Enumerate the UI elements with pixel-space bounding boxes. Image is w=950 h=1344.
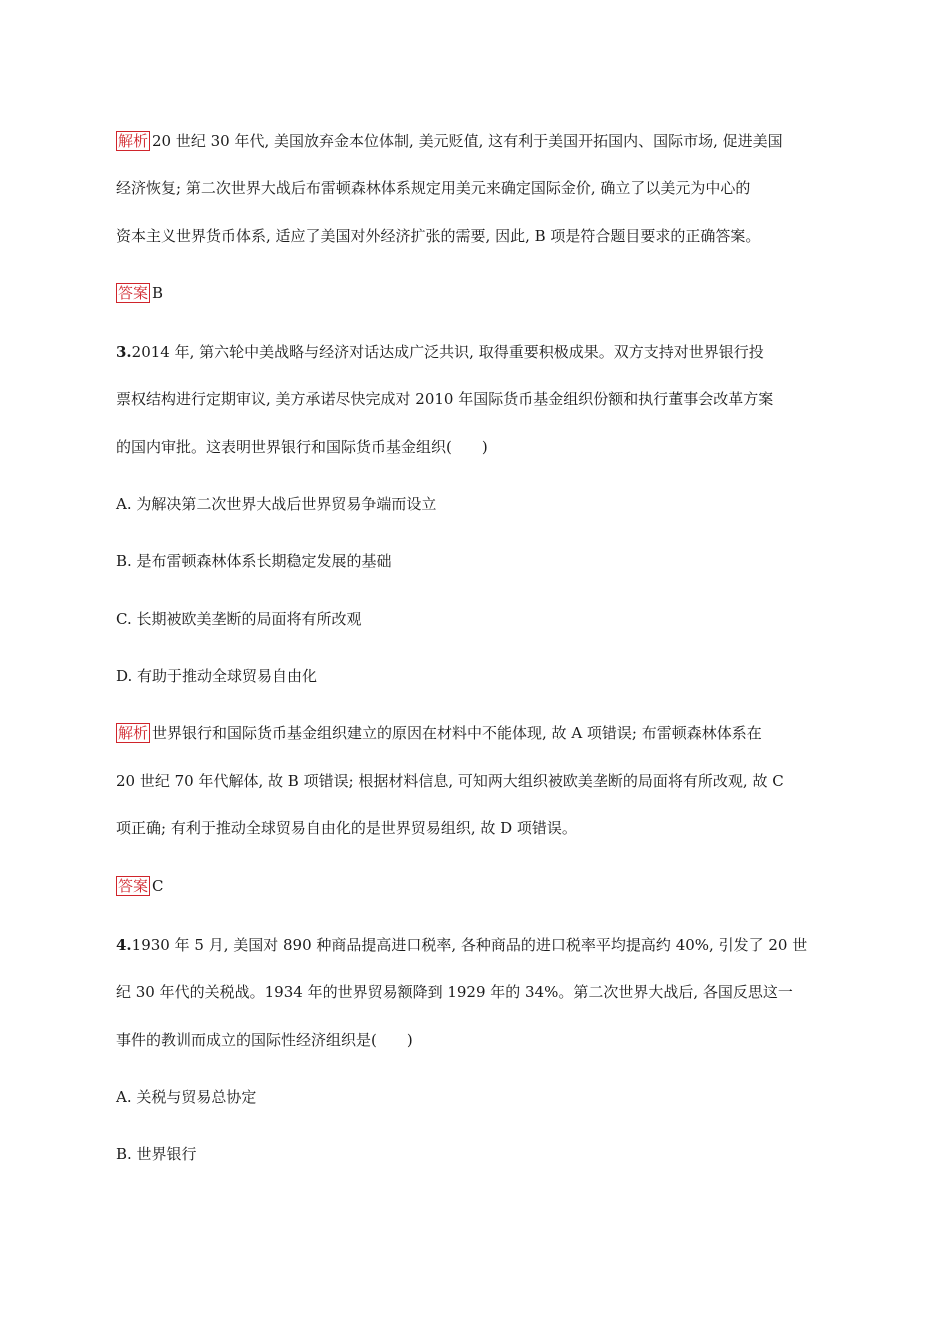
question-text: 1930 年 5 月, 美国对 890 种商品提高进口税率, 各种商品的进口税率平均提高约 40%, 引发了 20 世 [131, 936, 808, 954]
option-b: B. 是布雷顿森林体系长期稳定发展的基础 [116, 552, 392, 570]
option-b: B. 世界银行 [116, 1145, 197, 1163]
option-a: A. 关税与贸易总协定 [116, 1088, 257, 1106]
question-text: 2014 年, 第六轮中美战略与经济对话达成广泛共识, 取得重要积极成果。双方支持对世界银行投 [131, 343, 764, 361]
analysis-line: 经济恢复; 第二次世界大战后布雷顿森林体系规定用美元来确定国际金价, 确立了以美元为中心的 [116, 179, 751, 197]
question-3-stem [116, 342, 764, 362]
question-3-stem-line: 票权结构进行定期审议, 美方承诺尽快完成对 2010 年国际货币基金组织份额和执行董事会改革方案 [116, 390, 774, 408]
analysis-line [116, 723, 762, 743]
analysis-line: 资本主义世界货币体系, 适应了美国对外经济扩张的需要, 因此, B 项是符合题目要求的正确答案。 [116, 227, 761, 245]
answer-value: C [152, 877, 164, 895]
answer-tag: 答案 [118, 877, 149, 895]
option-a: A. 为解决第二次世界大战后世界贸易争端而设立 [116, 495, 437, 513]
question-4-stem-line: 事件的教训而成立的国际性经济组织是( ) [116, 1031, 413, 1049]
option-c: C. 长期被欧美垄断的局面将有所改观 [116, 610, 362, 628]
answer-tag: 答案 [118, 284, 149, 302]
question-number: 4. [116, 936, 132, 954]
analysis-line [116, 131, 783, 151]
answer-line [116, 876, 164, 896]
option-d: D. 有助于推动全球贸易自由化 [116, 667, 318, 685]
answer-line [116, 283, 163, 303]
question-3-stem-line: 的国内审批。这表明世界银行和国际货币基金组织( ) [116, 438, 488, 456]
question-4-stem-line: 纪 30 年代的关税战。1934 年的世界贸易额降到 1929 年的 34%。第二次世界大战后, 各国反思这一 [116, 983, 793, 1001]
analysis-text: 20 世纪 30 年代, 美国放弃金本位体制, 美元贬值, 这有利于美国开拓国内、国际市场, 促进美国 [152, 132, 783, 150]
analysis-tag: 解析 [118, 132, 149, 150]
question-4-stem [116, 935, 807, 955]
analysis-text: 世界银行和国际货币基金组织建立的原因在材料中不能体现, 故 A 项错误; 布雷顿森林体系在 [152, 724, 762, 742]
question-number: 3. [116, 343, 132, 361]
answer-value: B [152, 284, 164, 302]
analysis-tag: 解析 [118, 724, 149, 742]
analysis-line: 项正确; 有利于推动全球贸易自由化的是世界贸易组织, 故 D 项错误。 [116, 819, 577, 837]
analysis-line: 20 世纪 70 年代解体, 故 B 项错误; 根据材料信息, 可知两大组织被欧美垄断的局面将有所改观, 故 C [116, 772, 784, 790]
